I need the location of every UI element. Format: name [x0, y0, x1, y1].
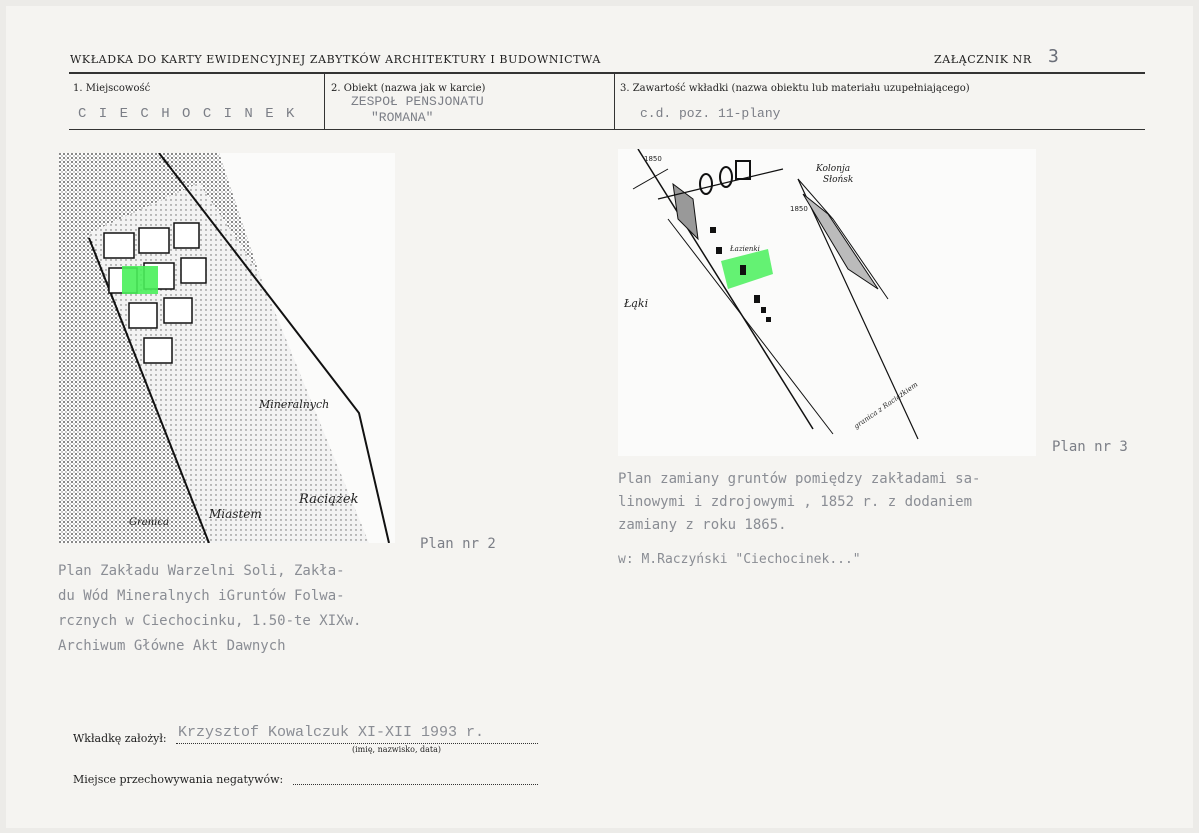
plan-2-caption-line: du Wód Mineralnych iGruntów Folwa- [58, 588, 345, 604]
column-divider-1 [324, 73, 325, 130]
plan-3-label: Plan nr 3 [1052, 439, 1128, 455]
plan-2-map-image [59, 153, 395, 543]
founder-hint: (imię, nazwisko, data) [352, 745, 442, 754]
plan-3-caption-line: zamiany z roku 1865. [618, 517, 787, 533]
founder-value: Krzysztof Kowalczuk XI-XII 1993 r. [178, 724, 485, 741]
object-value-line2: "ROMANA" [371, 110, 434, 125]
plan-2-label: Plan nr 2 [420, 536, 496, 552]
place-label: 1. Miejscowość [73, 83, 151, 94]
plan-3-caption [618, 468, 980, 537]
plan-2-caption-line: rcznych w Ciechocinku, 1.50-te XIXw. [58, 613, 362, 629]
object-label: 2. Obiekt (nazwa jak w karcie) [331, 83, 486, 94]
plan-2-caption-line: Plan Zakładu Warzelni Soli, Zakła- [58, 563, 345, 579]
plan-3-map-text-1850a: 1850 [644, 155, 662, 163]
negatives-label: Miejsce przechowywania negatywów: [73, 773, 284, 786]
negatives-dotted-line [293, 784, 538, 785]
plan-3-source: w: M.Raczyński "Ciechocinek..." [618, 552, 861, 567]
plan-3-map-text-kolonja: Kolonja [816, 164, 851, 174]
plan-3-map-image [618, 149, 1036, 456]
content-label: 3. Zawartość wkładki (nazwa obiektu lub materiału uzupełniającego) [620, 83, 970, 94]
top-rule [69, 72, 1145, 74]
plan-3-map-text-granica: granica z Raciążkiem [852, 380, 920, 431]
plan-3-photo [618, 149, 1036, 456]
plan-3-map-text-1850b: 1850 [790, 205, 808, 213]
content-value: c.d. poz. 11-plany [640, 106, 781, 121]
plan-2-caption-line: Archiwum Główne Akt Dawnych [58, 638, 286, 654]
founder-dotted-line [176, 743, 538, 744]
column-divider-2 [614, 73, 615, 130]
plan-3-map-text-laki: Łąki [624, 297, 649, 310]
place-value: C I E C H O C I N E K [78, 106, 297, 122]
plan-2-highlight [122, 266, 158, 294]
plan-2-caption [58, 559, 361, 659]
plan-2-photo [59, 153, 395, 543]
founder-label: Wkładkę założył: [73, 732, 167, 745]
record-card [6, 6, 1193, 828]
object-value-line1: ZESPOŁ PENSJONATU [351, 94, 484, 109]
plan-3-map-text-slonsk: Słońsk [823, 175, 854, 185]
plan-2-map-text-raciazek: Raciążek [299, 492, 359, 507]
plan-2-map-text-mineral: Mineralnych [259, 398, 330, 411]
plan-2-map-text-granica: Granica [129, 517, 169, 528]
attachment-label: ZAŁĄCZNIK NR [934, 53, 1032, 66]
card-title: WKŁADKA DO KARTY EWIDENCYJNEJ ZABYTKÓW ARCHITEKTURY I BUDOWNICTWA [70, 53, 601, 66]
bottom-rule [69, 129, 1145, 130]
plan-3-caption-line: linowymi i zdrojowymi , 1852 r. z dodaniem [618, 494, 973, 510]
attachment-number: 3 [1048, 46, 1059, 67]
plan-3-caption-line: Plan zamiany gruntów pomiędzy zakładami sa- [618, 471, 981, 487]
plan-3-map-text-lazienki: Łazienki [730, 245, 760, 253]
plan-2-map-text-miastem: Miastem [209, 507, 262, 521]
